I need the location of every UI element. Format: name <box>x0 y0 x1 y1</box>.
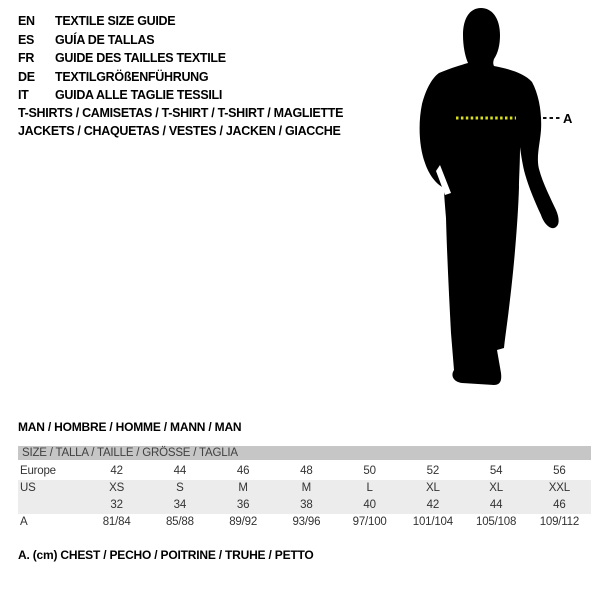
size-cell: 109/112 <box>539 516 580 528</box>
lang-text: GUIDE DES TAILLES TEXTILE <box>55 51 226 66</box>
size-cell: 93/96 <box>292 516 321 528</box>
size-cell: 46 <box>553 499 566 511</box>
section-title: MAN / HOMBRE / HOMME / MANN / MAN <box>18 420 242 434</box>
measure-label-a: A <box>563 111 573 126</box>
size-cell: 105/108 <box>476 516 517 528</box>
man-silhouette-diagram <box>405 5 600 405</box>
size-cell: 42 <box>426 499 440 511</box>
table-row-us-numbers <box>18 497 591 514</box>
size-cell: S <box>176 482 184 494</box>
table-row-chest-cm <box>18 514 591 531</box>
language-list <box>18 12 226 105</box>
size-cell: 34 <box>173 499 187 511</box>
size-cell: 44 <box>173 465 187 477</box>
size-cell: XXL <box>548 482 570 494</box>
lang-text: TEXTILGRÖßENFÜHRUNG <box>55 69 209 84</box>
size-cell: 44 <box>489 499 503 511</box>
row-label: Europe <box>20 465 56 477</box>
lang-row-es <box>18 31 226 50</box>
size-cell: XL <box>426 482 440 494</box>
size-cell: 101/104 <box>412 516 453 528</box>
man-silhouette <box>420 8 559 385</box>
category-lines <box>18 104 343 140</box>
lang-row-en <box>18 12 226 31</box>
lang-code: EN <box>18 14 35 29</box>
row-label <box>18 497 85 514</box>
size-table <box>18 446 591 531</box>
size-cell: XL <box>489 482 503 494</box>
table-row-europe <box>18 463 591 480</box>
lang-text: GUIDA ALLE TAGLIE TESSILI <box>55 88 223 103</box>
lang-row-de <box>18 68 226 87</box>
category-tshirts: T-SHIRTS / CAMISETAS / T-SHIRT / T-SHIRT / MAGLIETTE <box>18 106 344 120</box>
size-cell: 48 <box>300 465 313 477</box>
size-cell: M <box>238 482 248 494</box>
size-cell: 85/88 <box>165 516 194 528</box>
size-cell: 50 <box>363 465 376 477</box>
lang-row-fr <box>18 49 226 68</box>
size-cell: 42 <box>110 465 123 477</box>
size-cell: XS <box>109 482 125 494</box>
lang-row-it <box>18 86 226 105</box>
category-jackets: JACKETS / CHAQUETAS / VESTES / JACKEN / GIACCHE <box>18 124 341 138</box>
size-cell: L <box>366 482 373 494</box>
size-cell: 81/84 <box>102 516 131 528</box>
lang-text: GUÍA DE TALLAS <box>55 32 155 47</box>
size-cell: 38 <box>300 499 313 511</box>
row-label: US <box>20 482 36 494</box>
size-cell: 36 <box>236 499 250 511</box>
measurement-note: A. (cm) CHEST / PECHO / POITRINE / TRUHE / PETTO <box>18 548 314 562</box>
size-cell: 40 <box>363 499 376 511</box>
size-cell: M <box>301 482 312 494</box>
lang-text: TEXTILE SIZE GUIDE <box>55 14 176 29</box>
size-cell: 46 <box>236 465 250 477</box>
table-header-bar: SIZE / TALLA / TAILLE / GRÖSSE / TAGLIA <box>18 446 591 460</box>
row-label: A <box>20 516 28 528</box>
lang-code: ES <box>18 32 35 47</box>
lang-code: DE <box>18 69 35 84</box>
size-cell: 97/100 <box>352 516 387 528</box>
size-cell: 56 <box>553 465 566 477</box>
size-cell: 32 <box>110 499 123 511</box>
size-cell: 52 <box>426 465 440 477</box>
size-cell: 89/92 <box>229 516 258 528</box>
table-row-us-letters <box>18 480 591 497</box>
size-cell: 54 <box>489 465 503 477</box>
lang-code: FR <box>18 51 35 66</box>
lang-code: IT <box>18 88 29 103</box>
